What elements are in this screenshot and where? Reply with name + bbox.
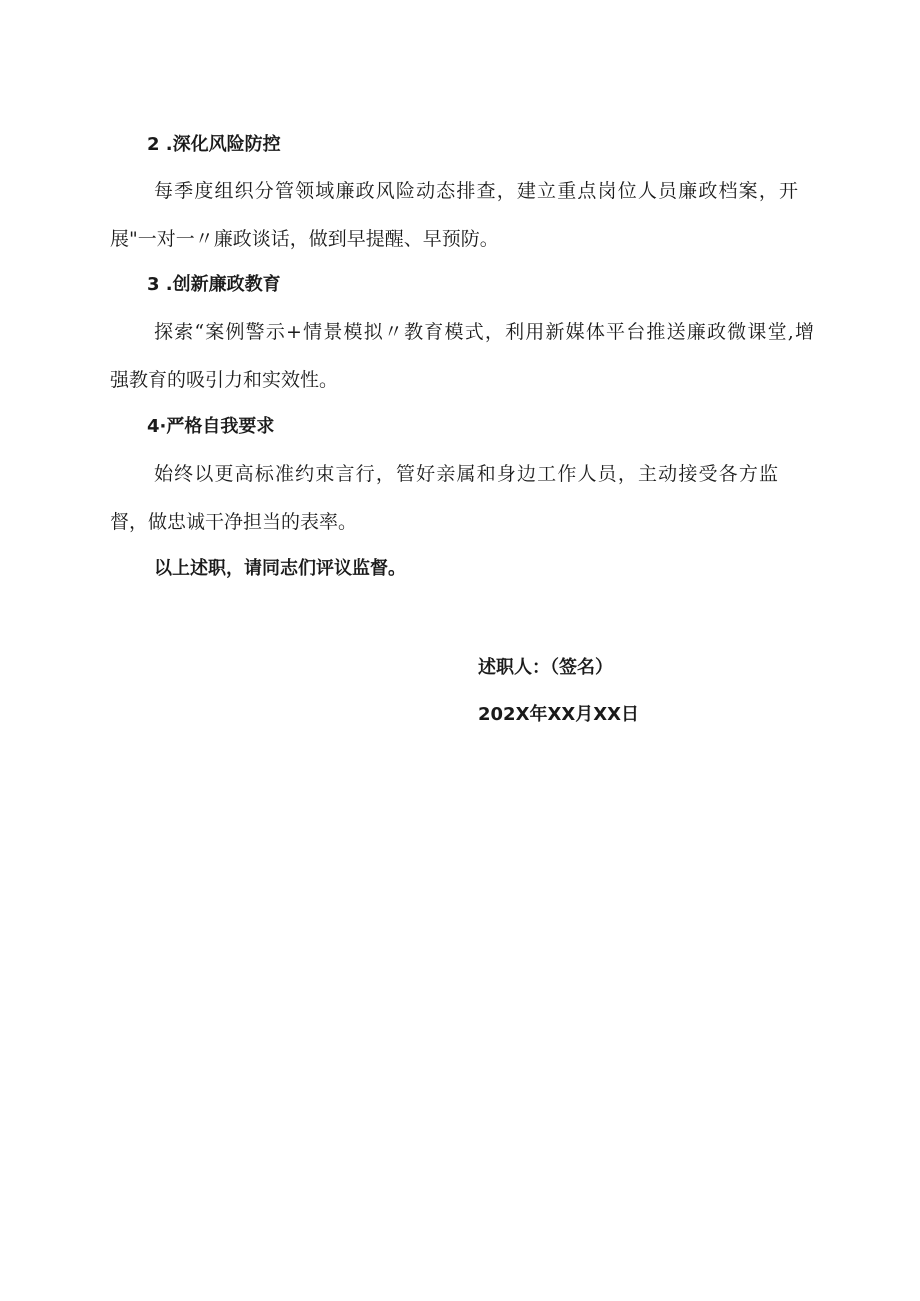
signature-date: 202X年XX月XX日 xyxy=(478,704,639,725)
closing-statement: 以上述职，请同志们评议监督。 xyxy=(154,558,406,579)
section-heading: 3 .创新廉政教育 xyxy=(147,274,281,295)
section-heading: 2 .深化风险防控 xyxy=(147,134,281,155)
paragraph-line: 探索“案例警示+情景模拟〃教育模式，利用新媒体平台推送廉政微课堂,增 xyxy=(154,321,814,343)
paragraph-line: 始终以更高标准约束言行，管好亲属和身边工作人员，主动接受各方监 xyxy=(154,463,778,485)
paragraph-line: 督，做忠诚干净担当的表率。 xyxy=(110,511,358,533)
signature-label: 述职人：（签名） xyxy=(478,657,613,678)
paragraph-line: 强教育的吸引力和实效性。 xyxy=(110,369,339,391)
paragraph-line: 展"一对一〃廉政谈话，做到早提醒、早预防。 xyxy=(110,228,499,250)
section-heading: 4·严格自我要求 xyxy=(147,416,275,437)
paragraph-line: 每季度组织分管领域廉政风险动态排查，建立重点岗位人员廉政档案，开 xyxy=(154,180,798,202)
